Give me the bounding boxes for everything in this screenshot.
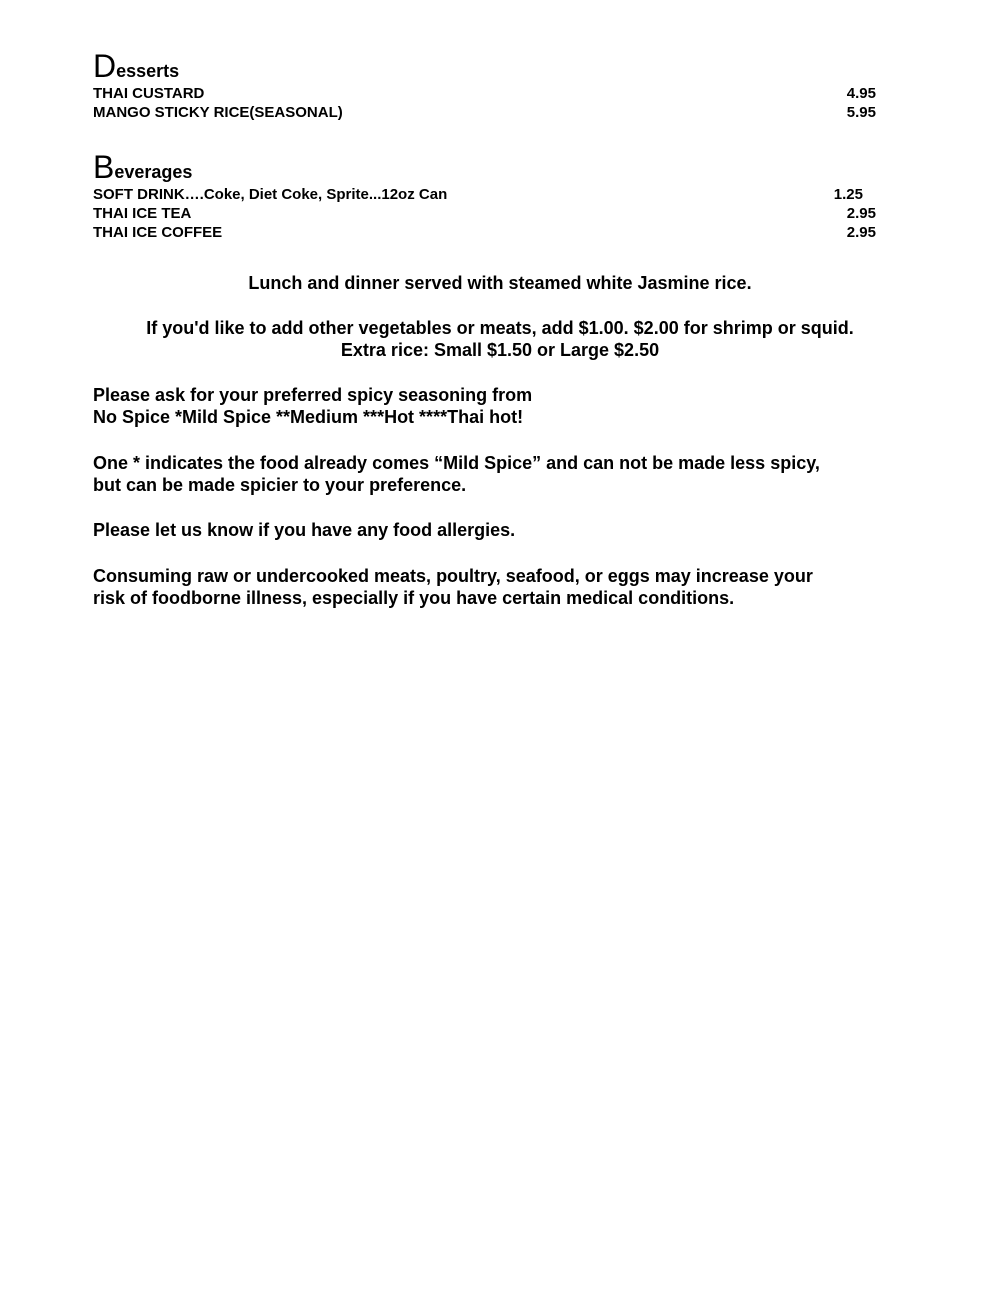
menu-item-price: 1.25 [833, 186, 863, 203]
menu-item-price: 4.95 [846, 85, 876, 102]
desserts-heading-initial: D [93, 48, 117, 84]
menu-item-name: THAI CUSTARD [93, 85, 205, 102]
beverages-heading [93, 151, 192, 183]
desserts-heading [93, 50, 179, 82]
star-note-line-2: but can be made spicier to your preference. [93, 475, 467, 495]
beverages-heading-initial: B [93, 149, 115, 185]
menu-item-name: SOFT DRINK….Coke, Diet Coke, Sprite...12oz Can [93, 186, 448, 203]
allergy-note: Please let us know if you have any food allergies. [93, 520, 516, 540]
raw-food-warning-line-2: risk of foodborne illness, especially if you have certain medical conditions. [93, 588, 735, 608]
addons-note-line-2: Extra rice: Small $1.50 or Large $2.50 [340, 340, 660, 360]
raw-food-warning-line-1: Consuming raw or undercooked meats, poultry, seafood, or eggs may increase your [93, 566, 813, 586]
menu-item-name: THAI ICE TEA [93, 205, 192, 222]
beverages-heading-rest: everages [114, 162, 193, 182]
menu-item-price: 2.95 [846, 224, 876, 241]
addons-note-line-1: If you'd like to add other vegetables or meats, add $1.00. $2.00 for shrimp or squid. [146, 318, 854, 338]
spice-levels: No Spice *Mild Spice **Medium ***Hot ****Thai hot! [93, 407, 524, 427]
menu-item-price: 2.95 [846, 205, 876, 222]
desserts-heading-rest: esserts [116, 61, 180, 81]
menu-item-name: MANGO STICKY RICE(SEASONAL) [93, 104, 343, 121]
menu-item-price: 5.95 [846, 104, 876, 121]
rice-note: Lunch and dinner served with steamed white Jasmine rice. [248, 273, 752, 293]
spice-note-line-1: Please ask for your preferred spicy seasoning from [93, 385, 533, 405]
star-note-line-1: One * indicates the food already comes “Mild Spice” and can not be made less spicy, [93, 453, 820, 473]
menu-item-name: THAI ICE COFFEE [93, 224, 223, 241]
